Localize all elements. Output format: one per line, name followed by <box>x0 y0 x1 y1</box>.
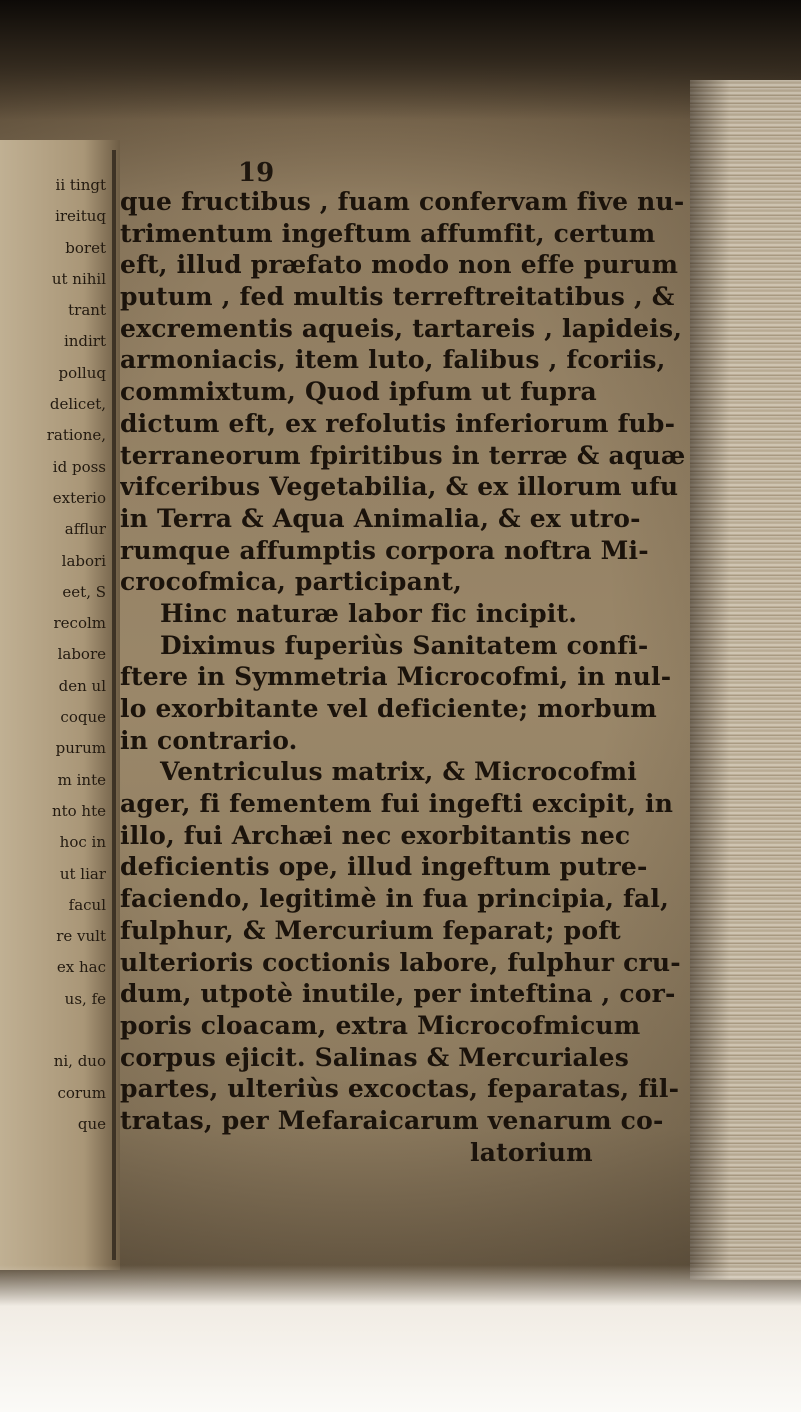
left-margin-fragments <box>2 170 106 1140</box>
margin-fragment: facul <box>68 895 106 914</box>
margin-fragment: indirt <box>63 332 106 351</box>
catchword: latorium <box>470 1137 593 1167</box>
margin-fragment: exterio <box>52 488 106 507</box>
margin-fragment: boret <box>65 238 106 257</box>
margin-fragment: coque <box>60 708 106 727</box>
text-line: crocofmica, participant, <box>120 567 463 597</box>
text-line: ager, fi fementem fui ingefti excipit, in <box>120 789 674 819</box>
page-number: 19 <box>238 158 275 188</box>
margin-fragment: ii tingt <box>55 176 106 194</box>
text-line: Diximus fuperiùs Sanitatem confi- <box>160 630 649 660</box>
text-line: illo, fui Archæi nec exorbitantis nec <box>120 820 631 850</box>
margin-fragment: recolm <box>53 614 106 633</box>
text-line: excrementis aqueis, tartareis , lapideis, <box>120 313 683 343</box>
text-line: in contrario. <box>120 725 298 755</box>
text-line: terraneorum fpiritibus in terræ & aquæ <box>120 440 686 470</box>
margin-fragment: ireituq <box>55 207 106 226</box>
page-stack-shadow <box>690 80 730 1280</box>
margin-fragment: que <box>77 1114 106 1133</box>
margin-fragment <box>2 1015 106 1046</box>
margin-fragment: den ul <box>58 676 106 695</box>
text-line: vifceribus Vegetabilia, & ex illorum ufu <box>120 472 679 502</box>
margin-fragment: labore <box>57 645 106 664</box>
margin-fragment: id poss <box>52 457 106 476</box>
text-line: corpus ejicit. Salinas & Mercuriales <box>120 1042 629 1072</box>
text-line: armoniacis, item luto, falibus , fcoriis, <box>120 345 666 375</box>
text-line: dictum eft, ex refolutis inferiorum fub- <box>120 408 676 438</box>
text-line: putum , fed multis terreftreitatibus , & <box>120 282 675 312</box>
text-line: deficientis ope, illud ingeftum putre- <box>120 852 648 882</box>
margin-fragment: ut nihil <box>51 269 106 288</box>
text-line: tratas, per Mefaraicarum venarum co- <box>120 1105 664 1135</box>
dark-top-background <box>0 0 801 120</box>
text-line: faciendo, legitimè in fua principia, fal, <box>120 884 669 914</box>
body-text <box>120 186 692 1168</box>
text-line: dum, utpotè inutile, per inteftina , cor- <box>120 979 676 1009</box>
margin-fragment: hoc in <box>59 833 106 852</box>
white-bottom-background <box>0 1265 801 1412</box>
margin-fragment: corum <box>57 1083 106 1102</box>
text-line: partes, ulteriùs excoctas, feparatas, fil- <box>120 1074 680 1104</box>
text-line: ftere in Symmetria Microcofmi, in nul- <box>120 662 672 692</box>
margin-fragment: ni, duo <box>53 1052 106 1071</box>
text-line: ulterioris coctionis labore, fulphur cru- <box>120 947 681 977</box>
margin-fragment: ex hac <box>56 958 106 977</box>
margin-fragment: labori <box>61 551 106 570</box>
text-line: commixtum, Quod ipfum ut fupra <box>120 377 597 407</box>
margin-fragment: purum <box>55 739 106 758</box>
section-heading: Hinc naturæ labor fic incipit. <box>160 598 578 628</box>
margin-fragment: nto hte <box>51 801 106 820</box>
text-line: poris cloacam, extra Microcofmicum <box>120 1010 641 1040</box>
text-line: rumque affumptis corpora noftra Mi- <box>120 535 649 565</box>
margin-fragment: trant <box>68 301 106 320</box>
text-line: que fructibus , fuam confervam five nu- <box>120 187 685 216</box>
text-line: in Terra & Aqua Animalia, & ex utro- <box>120 503 641 533</box>
page-gutter-line <box>112 150 116 1260</box>
margin-fragment: afflur <box>64 520 106 539</box>
text-line: trimentum ingeftum affumfit, certum <box>120 218 656 248</box>
margin-fragment: m inte <box>57 770 106 789</box>
text-line: fulphur, & Mercurium feparat; poft <box>120 915 621 945</box>
margin-fragment: polluq <box>58 363 106 382</box>
margin-fragment: us, fe <box>64 989 106 1008</box>
margin-fragment: ratione, <box>46 426 106 445</box>
text-line: eft, illud præfato modo non effe purum <box>120 250 679 280</box>
margin-fragment: ut liar <box>59 864 106 883</box>
text-line: lo exorbitante vel deficiente; morbum <box>120 694 657 723</box>
margin-fragment: eet, S <box>62 582 106 601</box>
text-line: Ventriculus matrix, & Microcofmi <box>160 757 637 787</box>
margin-fragment: re vult <box>56 927 106 946</box>
margin-fragment: delicet, <box>49 395 106 414</box>
